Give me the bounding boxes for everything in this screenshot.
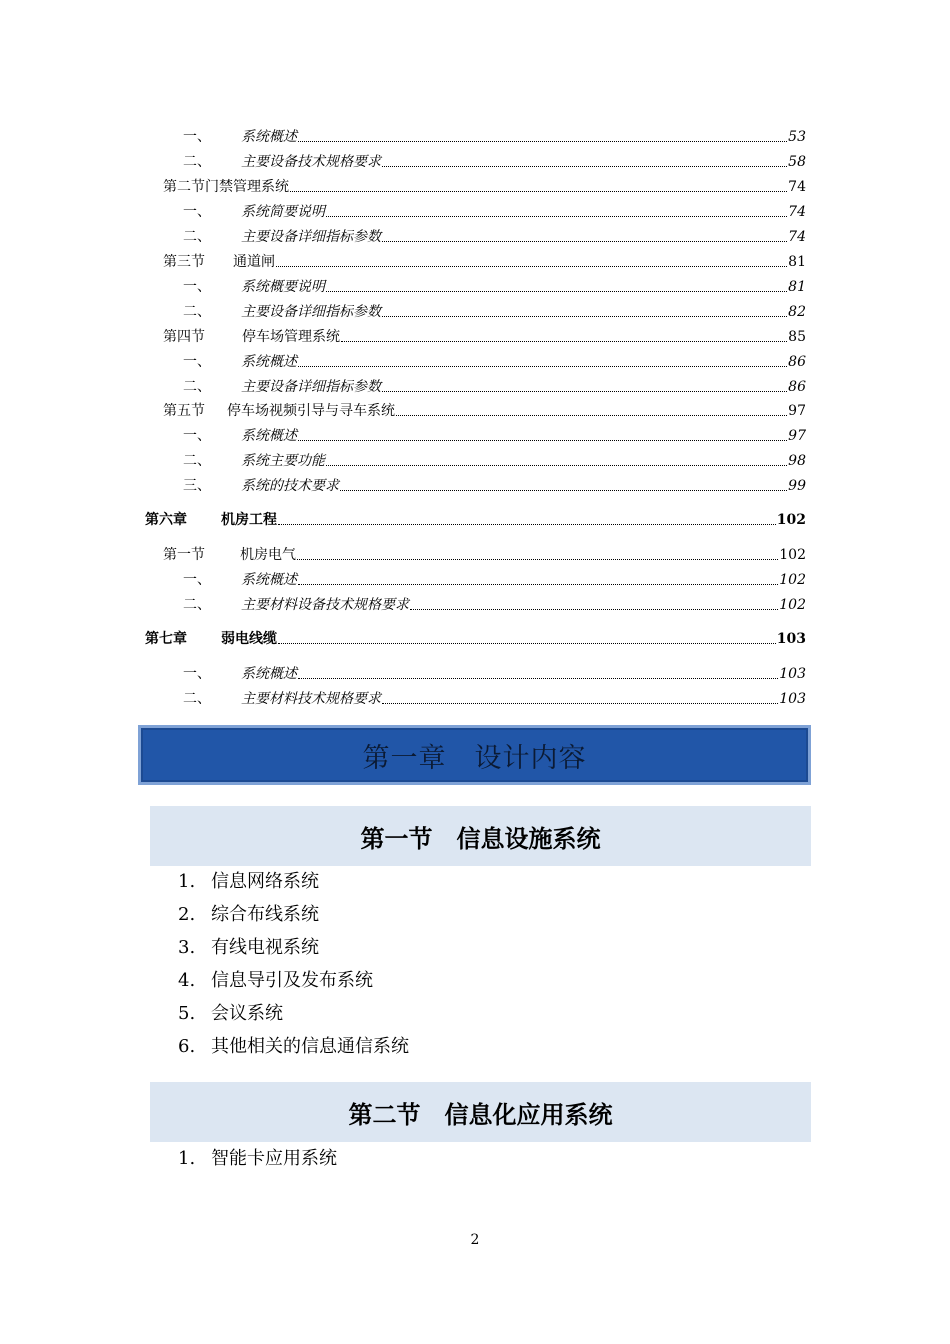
chapter-title: 第一章 设计内容 — [362, 742, 587, 774]
toc-entry-page: 102 — [776, 512, 806, 528]
toc-entry-page: 86 — [788, 354, 806, 370]
toc-entry-page: 102 — [779, 597, 806, 613]
list-item-text: 有线电视系统 — [211, 937, 319, 958]
list-item-number: 1. — [178, 871, 196, 892]
toc-entry-page: 99 — [788, 478, 806, 494]
toc-entry-page: 103 — [776, 631, 806, 647]
toc-leader-dots — [341, 341, 787, 342]
toc-entry-title: 主要材料技术规格要求 — [241, 691, 381, 707]
toc-entry[interactable] — [163, 665, 806, 683]
list-item-number: 1. — [178, 1148, 196, 1169]
list-item-number: 6. — [178, 1036, 196, 1057]
section-title: 第一节 信息设施系统 — [360, 823, 601, 853]
toc-entry[interactable] — [163, 427, 806, 445]
toc-entry-title: 系统简要说明 — [241, 204, 325, 220]
toc-entry-title: 系统概述 — [241, 354, 297, 370]
toc-entry-title: 主要设备详细指标参数 — [241, 304, 381, 320]
section-heading-banner — [150, 806, 811, 866]
section-title: 第二节 信息化应用系统 — [348, 1099, 613, 1129]
toc-entry-page: 53 — [788, 129, 806, 145]
toc-entry[interactable] — [163, 278, 806, 296]
toc-entry-page: 74 — [788, 179, 806, 195]
toc-leader-dots — [382, 703, 778, 704]
toc-entry-number: 三、 — [183, 478, 211, 494]
toc-leader-dots — [382, 316, 787, 317]
toc-entry-title: 系统概要说明 — [241, 279, 325, 295]
list-item — [178, 970, 373, 992]
toc-entry[interactable] — [163, 128, 806, 146]
toc-chapter-entry[interactable] — [145, 511, 806, 529]
toc-entry[interactable] — [163, 353, 806, 371]
page-number: 2 — [470, 1232, 480, 1248]
toc-entry-number: 一、 — [183, 572, 211, 588]
toc-entry-number: 二、 — [183, 379, 211, 395]
list-item-number: 5. — [178, 1003, 196, 1024]
toc-entry-number: 二、 — [183, 154, 211, 170]
toc-entry-page: 103 — [779, 666, 806, 682]
toc-section-entry[interactable] — [163, 546, 806, 564]
toc-entry-page: 82 — [788, 304, 806, 320]
toc-entry-title: 停车场管理系统 — [242, 329, 340, 345]
toc-entry-title: 第二节门禁管理系统 — [163, 179, 289, 195]
toc-section-entry[interactable] — [163, 402, 806, 420]
toc-entry[interactable] — [163, 303, 806, 321]
toc-entry-title: 机房电气 — [240, 547, 296, 563]
toc-leader-dots — [382, 166, 787, 167]
toc-chapter-entry[interactable] — [145, 630, 806, 648]
toc-entry-number: 第六章 — [145, 512, 187, 528]
toc-entry-title: 系统概述 — [241, 428, 297, 444]
toc-entry-title: 系统概述 — [241, 572, 297, 588]
toc-entry-page: 58 — [788, 154, 806, 170]
toc-entry-number: 二、 — [183, 691, 211, 707]
toc-entry-number: 一、 — [183, 354, 211, 370]
toc-entry-page: 81 — [788, 279, 806, 295]
toc-leader-dots — [326, 465, 787, 466]
toc-entry-number: 二、 — [183, 229, 211, 245]
toc-entry[interactable] — [163, 571, 806, 589]
list-item — [178, 1003, 283, 1025]
list-item — [178, 1036, 409, 1058]
list-item — [178, 871, 319, 893]
toc-leader-dots — [297, 559, 778, 560]
toc-leader-dots — [396, 415, 787, 416]
list-item-number: 3. — [178, 937, 196, 958]
list-item-number: 2. — [178, 904, 196, 925]
chapter-heading-banner — [138, 725, 811, 785]
toc-entry[interactable] — [163, 477, 806, 495]
toc-entry-title: 通道闸 — [233, 254, 275, 270]
toc-entry[interactable] — [163, 690, 806, 708]
toc-entry-page: 74 — [788, 204, 806, 220]
toc-entry-number: 一、 — [183, 428, 211, 444]
toc-entry-title: 停车场视频引导与寻车系统 — [227, 403, 395, 419]
toc-entry-number: 第一节 — [163, 547, 205, 563]
toc-entry-page: 97 — [788, 403, 806, 419]
toc-entry-page: 98 — [788, 453, 806, 469]
toc-section-entry[interactable] — [163, 178, 806, 196]
toc-entry-number: 一、 — [183, 666, 211, 682]
list-item — [178, 904, 319, 926]
list-item-text: 会议系统 — [211, 1003, 283, 1024]
toc-leader-dots — [298, 440, 787, 441]
toc-entry[interactable] — [163, 452, 806, 470]
toc-leader-dots — [298, 678, 778, 679]
toc-entry-number: 第四节 — [163, 329, 205, 345]
toc-entry-page: 102 — [779, 572, 806, 588]
toc-entry[interactable] — [163, 228, 806, 246]
toc-entry-number: 二、 — [183, 304, 211, 320]
toc-entry-page: 81 — [788, 254, 806, 270]
toc-entry[interactable] — [163, 378, 806, 396]
toc-entry-page: 102 — [779, 547, 806, 563]
toc-entry-number: 第七章 — [145, 631, 187, 647]
toc-entry-page: 97 — [788, 428, 806, 444]
toc-leader-dots — [298, 141, 787, 142]
toc-entry-number: 第五节 — [163, 403, 205, 419]
toc-entry-title: 弱电线缆 — [221, 631, 277, 647]
list-item-text: 综合布线系统 — [211, 904, 319, 925]
toc-leader-dots — [382, 241, 787, 242]
toc-entry[interactable] — [163, 153, 806, 171]
toc-leader-dots — [382, 391, 787, 392]
toc-entry-title: 系统主要功能 — [241, 453, 325, 469]
toc-entry[interactable] — [163, 203, 806, 221]
toc-entry-title: 主要设备详细指标参数 — [241, 379, 381, 395]
toc-entry-number: 第三节 — [163, 254, 205, 270]
toc-leader-dots — [326, 291, 787, 292]
toc-section-entry[interactable] — [163, 328, 806, 346]
toc-leader-dots — [290, 191, 787, 192]
toc-entry-number: 一、 — [183, 129, 211, 145]
toc-entry-page: 85 — [788, 329, 806, 345]
toc-leader-dots — [298, 584, 778, 585]
toc-entry-title: 系统概述 — [241, 129, 297, 145]
toc-entry-title: 主要设备技术规格要求 — [241, 154, 381, 170]
toc-entry-title: 系统的技术要求 — [241, 478, 339, 494]
toc-leader-dots — [278, 524, 776, 525]
toc-entry-number: 一、 — [183, 204, 211, 220]
toc-leader-dots — [410, 609, 778, 610]
toc-entry-title: 主要设备详细指标参数 — [241, 229, 381, 245]
section-heading-banner — [150, 1082, 811, 1142]
toc-section-entry[interactable] — [163, 253, 806, 271]
list-item — [178, 1148, 337, 1170]
list-item-number: 4. — [178, 970, 196, 991]
list-item-text: 其他相关的信息通信系统 — [211, 1036, 409, 1057]
toc-entry-page: 86 — [788, 379, 806, 395]
toc-entry-page: 103 — [779, 691, 806, 707]
list-item-text: 智能卡应用系统 — [211, 1148, 337, 1169]
toc-entry-number: 二、 — [183, 597, 211, 613]
toc-entry-title: 系统概述 — [241, 666, 297, 682]
list-item-text: 信息网络系统 — [211, 871, 319, 892]
toc-entry-page: 74 — [788, 229, 806, 245]
toc-leader-dots — [340, 490, 787, 491]
toc-entry-number: 二、 — [183, 453, 211, 469]
toc-entry-number: 一、 — [183, 279, 211, 295]
list-item — [178, 937, 319, 959]
toc-leader-dots — [298, 366, 787, 367]
toc-leader-dots — [326, 216, 787, 217]
toc-leader-dots — [278, 643, 776, 644]
toc-leader-dots — [276, 266, 787, 267]
list-item-text: 信息导引及发布系统 — [211, 970, 373, 991]
toc-entry-title: 主要材料设备技术规格要求 — [241, 597, 409, 613]
toc-entry-title: 机房工程 — [221, 512, 277, 528]
toc-entry[interactable] — [163, 596, 806, 614]
